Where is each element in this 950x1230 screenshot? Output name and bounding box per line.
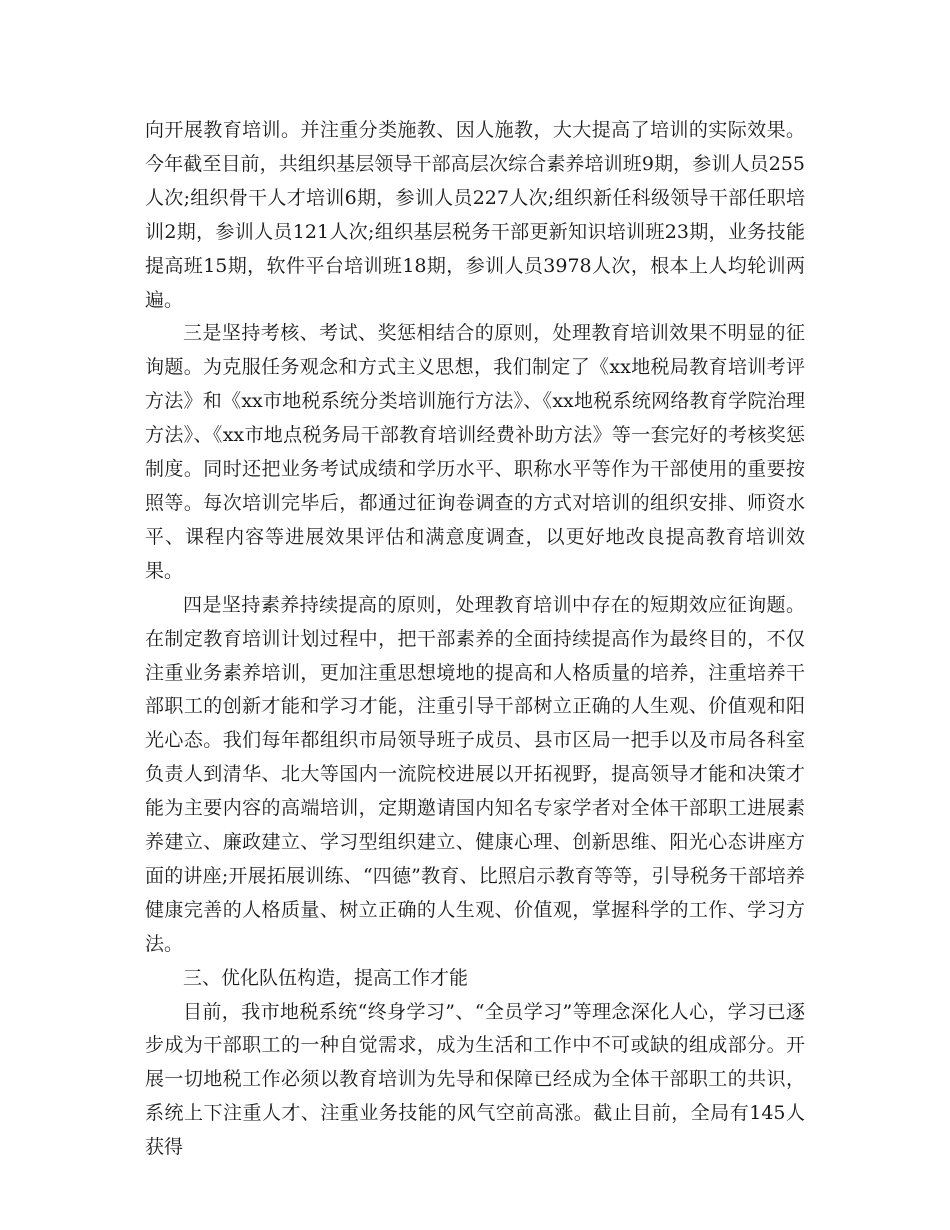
paragraph-training-results: 向开展教育培训。并注重分类施教、因人施教，大大提高了培训的实际效果。今年截至目前，共组织基层领导干部高层次综合素养培训班9期，参训人员255人次;组织骨干人才培训6期，参训人员227人次;组织新任科级领导干部任职培训2期，参训人员121人次;组织基层税务干部更新知识培训班23期，业务技能提高班15期，软件平台培训班18期，参训人员3978人次，根本上人均轮训两遍。 <box>145 119 805 311</box>
paragraph-quality-principle: 四是坚持素养持续提高的原则，处理教育培训中存在的短期效应征询题。在制定教育培训计划过程中，把干部素养的全面持续提高作为最终目的，不仅注重业务素养培训，更加注重思想境地的提高和人格质量的培养，注重培养干部职工的创新才能和学习才能，注重引导干部树立正确的人生观、价值观和阳光心态。我们每年都组织市局领导班子成员、县市区局一把手以及市局各科室负责人到清华、北大等国内一流院校进展以开拓视野，提高领导才能和决策才能为主要内容的高端培训，定期邀请国内知名专家学者对全体干部职工进展素养建立、廉政建立、学习型组织建立、健康心理、创新思维、阳光心态讲座方面的讲座;开展拓展训练、“四德”教育、比照启示教育等等，引导税务干部培养健康完善的人格质量、树立正确的人生观、价值观，掌握科学的工作、学习方法。 <box>145 593 805 955</box>
document-body <box>145 114 805 1165</box>
paragraph-learning-culture: 目前，我市地税系统“终身学习”、“全员学习”等理念深化人心，学习已逐步成为干部职工的一种自觉需求，成为生活和工作中不可或缺的组成部分。开展一切地税工作必须以教育培训为先导和保障已经成为全体干部职工的共识，系统上下注重人才、注重业务技能的风气空前高涨。截止目前，全局有145人获得 <box>145 1000 805 1159</box>
section-heading: 三、优化队伍构造，提高工作才能 <box>183 966 469 989</box>
paragraph-assessment-principle: 三是坚持考核、考试、奖惩相结合的原则，处理教育培训效果不明显的征询题。为克服任务观念和方式主义思想，我们制定了《xx地税局教育培训考评方法》和《xx市地税系统分类培训施行方法》、《xx地税系统网络教育学院治理方法》、《xx市地点税务局干部教育培训经费补助方法》等一套完好的考核奖惩制度。同时还把业务考试成绩和学历水平、职称水平等作为干部使用的重要按照等。每次培训完毕后，都通过征询卷调查的方式对培训的组织安排、师资水平、课程内容等进展效果评估和满意度调查，以更好地改良提高教育培训效果。 <box>145 322 805 582</box>
